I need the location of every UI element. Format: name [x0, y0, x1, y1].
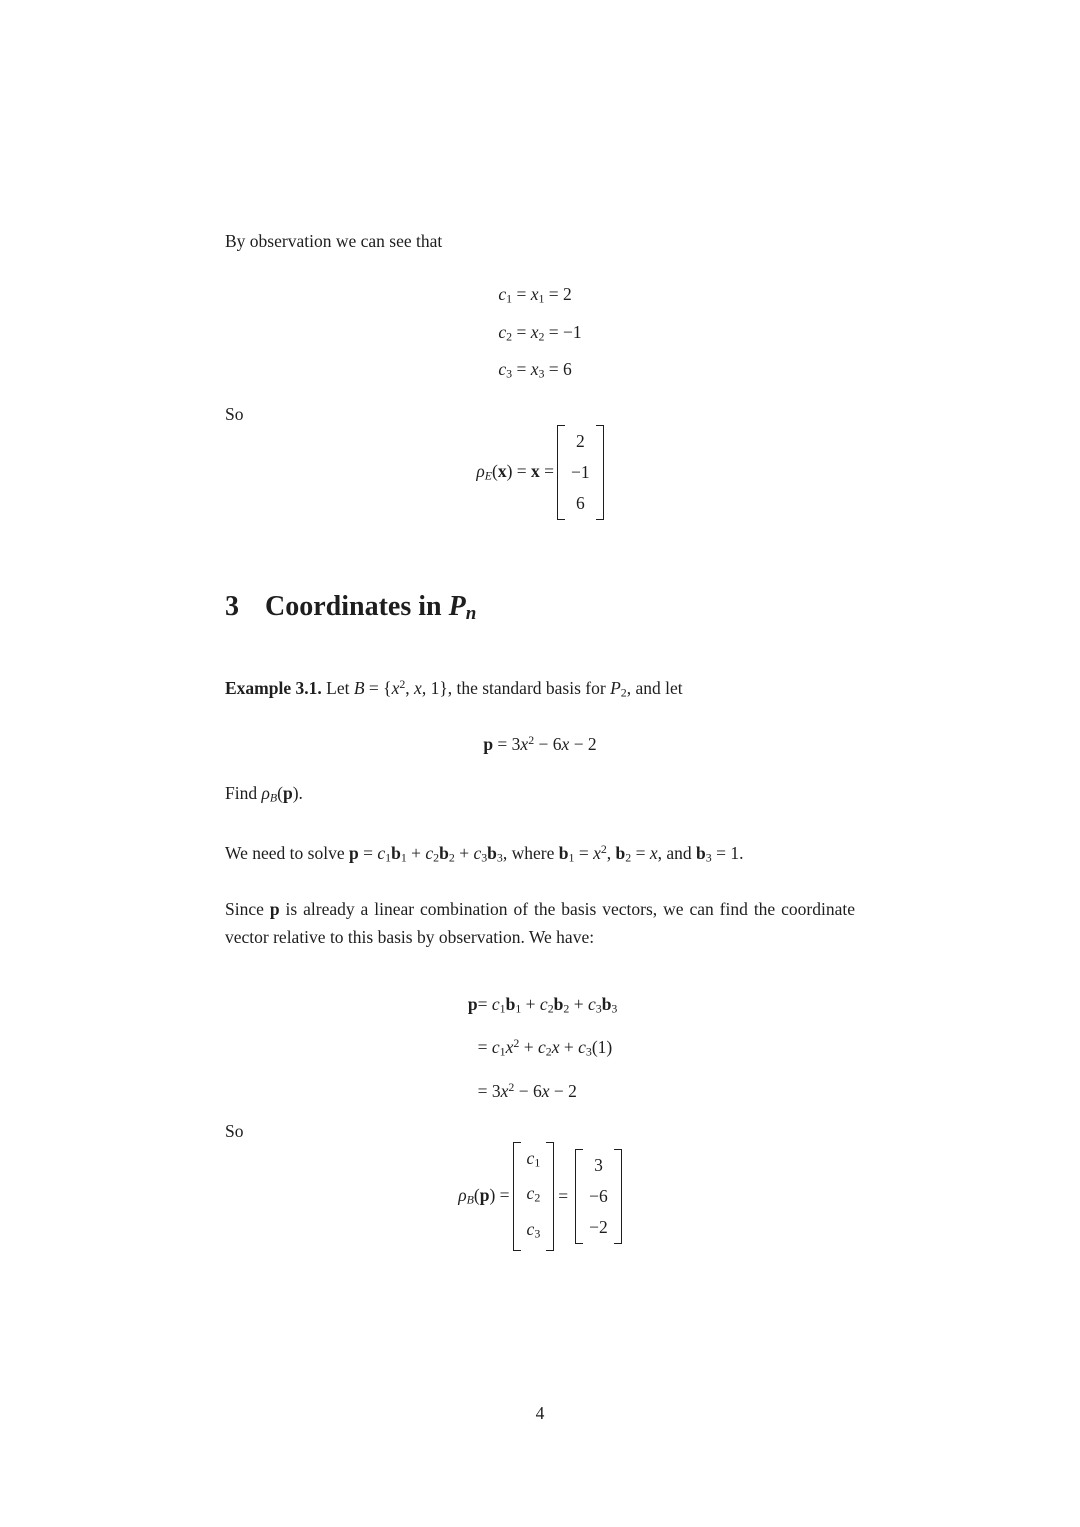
right-bracket	[614, 1149, 622, 1244]
section-heading	[225, 592, 855, 629]
example-paragraph: Example 3.1. Let $B = \{x^2$, x, 1}, the standard basis for P2, and let	[225, 677, 683, 700]
find-text: Find ρB(p).	[225, 782, 303, 805]
since-paragraph: Since p is already a linear combination of the basis vectors, we can find the coordinate vector relative to this basis by observation. We have:	[225, 898, 855, 947]
section-number: 3	[225, 590, 239, 622]
derivation-line: = $c1x^2 + c2x + c3(1)$	[477, 1036, 613, 1059]
vector-entry: 3	[594, 1154, 603, 1175]
rho-b-equation	[225, 1142, 855, 1251]
rho-e-equation	[225, 425, 855, 520]
left-bracket	[557, 425, 565, 520]
vector-entry: c1	[526, 1147, 541, 1170]
equation-line-c2: c2 = x2 = −1	[498, 321, 582, 344]
derivation-line: = $3x^2 - 6x - 2$	[477, 1079, 577, 1101]
so-text: So	[225, 1120, 244, 1141]
column-vector-symbols	[513, 1142, 555, 1251]
right-bracket	[596, 425, 604, 520]
vector-entry: −2	[589, 1216, 608, 1237]
vector-entry: −6	[589, 1185, 608, 1206]
section-title: Coordinates in	[265, 590, 449, 622]
solve-paragraph: We need to solve p = c1b1 + c2b2 + c3b3, where $b1 = x^2$, b2 = x, and b3 = 1.	[225, 842, 744, 865]
vector-entry: c3	[526, 1218, 541, 1241]
page-content	[225, 0, 855, 1424]
derivation-equations	[225, 987, 855, 1114]
coefficient-equations	[225, 278, 855, 391]
intro-text: By observation we can see that	[225, 231, 443, 251]
right-bracket	[546, 1142, 554, 1251]
equation-line-c3: c3 = x3 = 6	[498, 359, 572, 381]
so-text: So	[225, 403, 244, 424]
equation-line-c1: c1 = x1 = 2	[498, 284, 572, 306]
page-number: 4	[535, 1402, 545, 1423]
vector-entry: −1	[571, 461, 590, 482]
derivation-line: p = c1b1 + c2b2 + c3b3	[467, 993, 618, 1016]
section-title-math: Pn	[448, 590, 477, 625]
left-bracket	[575, 1149, 583, 1244]
polynomial-equation: $p = 3x^2 - 6x - 2$	[483, 732, 597, 754]
left-bracket	[513, 1142, 521, 1251]
column-vector	[557, 425, 604, 520]
vector-entry: 2	[575, 430, 585, 451]
vector-entry: 6	[575, 492, 585, 513]
rho-b-lhs: ρB(p) =	[458, 1184, 510, 1207]
column-vector-values	[575, 1149, 622, 1244]
equals-sign: =	[558, 1185, 569, 1206]
vector-entry: c2	[526, 1183, 541, 1205]
rho-e-lhs: ρE(x) = x =	[476, 461, 555, 483]
